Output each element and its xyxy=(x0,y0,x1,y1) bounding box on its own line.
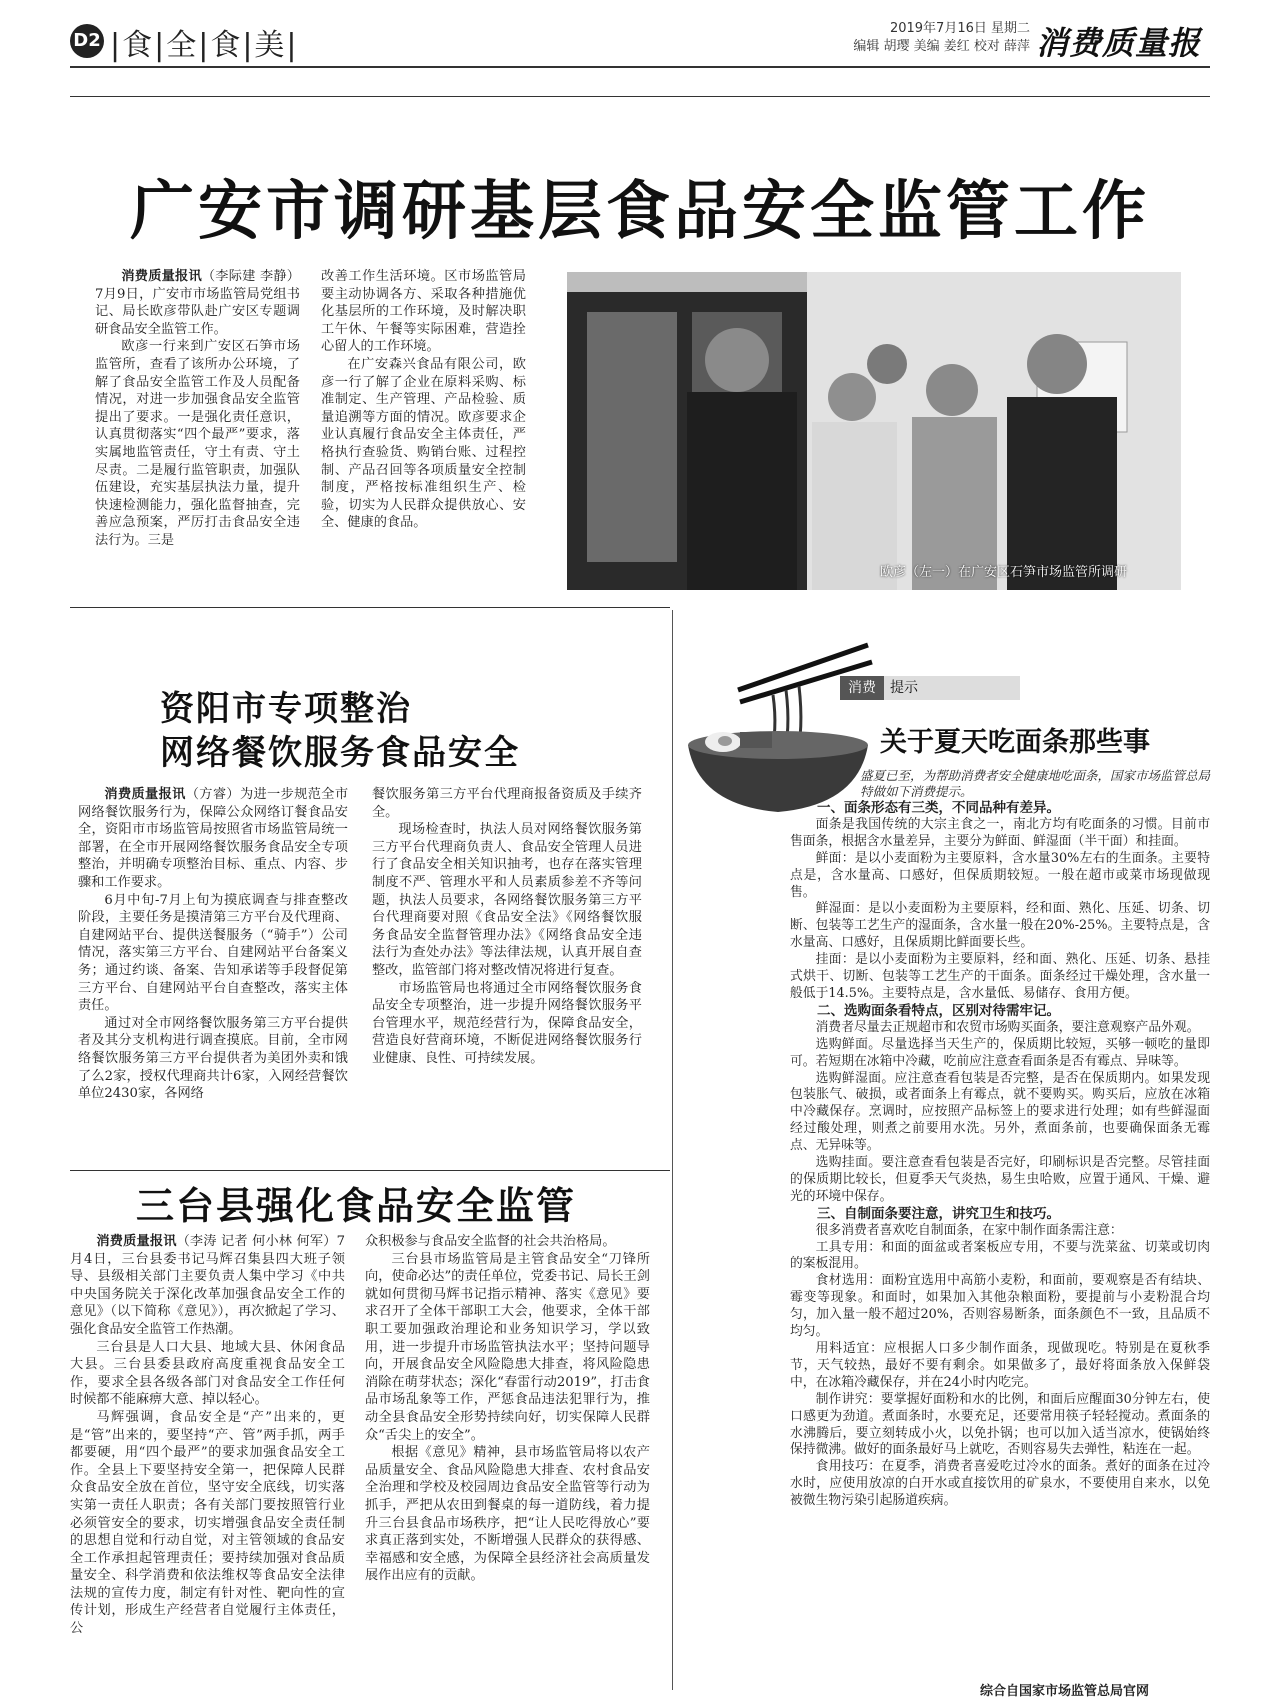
article2-byline: （方睿） xyxy=(185,787,240,802)
article2-column-2 xyxy=(372,786,642,1166)
noodle-bowl-illustration xyxy=(678,640,878,820)
article4-paragraph: 选购挂面。要注意查看包装是否完好，印刷标识是否完整。尽管挂面的保质期比较长，但夏季天气炎热，易生虫哈败，应置于通风、干燥、避光的环境中保存。 xyxy=(790,1155,1210,1204)
article4-paragraph: 用料适宜：应根据人口多少制作面条，现做现吃。特别是在夏秋季节，天气较热，最好不要有剩余。如果做多了，最好将面条放入保鲜袋中，在冰箱冷藏保存，并在24小时内吃完。 xyxy=(790,1341,1210,1390)
tip-banner-label: 消费 xyxy=(840,676,884,700)
article4-paragraph: 消费者尽量去正规超市和农贸市场购买面条，要注意观察产品外观。 xyxy=(815,1019,1200,1035)
article1-bottom-rule xyxy=(70,607,670,608)
article4-section-heading: 二、选购面条看特点，区别对待需牢记。 xyxy=(817,1002,1060,1019)
article1-byline: （李际建 李静） xyxy=(201,269,300,284)
article4-headline: 关于夏天吃面条那些事 xyxy=(880,727,1150,758)
tip-banner-sublabel: 提示 xyxy=(890,680,918,696)
article4-section-heading: 三、自制面条要注意，讲究卫生和技巧。 xyxy=(817,1205,1060,1222)
issue-date: 2019年7月16日 星期二 xyxy=(889,21,1030,36)
article2-paragraph: 为进一步规范全市网络餐饮服务行为，保障公众网络订餐食品安全，资阳市市场监管局按照省市场监管局统一部署，在全市开展网络餐饮服务食品安全专项整治，并明确专项整治目标、重点、内容、步骤和工作要求。 xyxy=(78,787,348,890)
article3-column-2 xyxy=(365,1233,650,1688)
article2-lead: 消费质量报讯 xyxy=(104,787,186,802)
article4-paragraph: 很多消费者喜欢吃自制面条，在家中制作面条需注意： xyxy=(815,1222,1123,1238)
article2-paragraph: 市场监管局也将通过全市网络餐饮服务食品安全专项整治，进一步提升网络餐饮服务平台管理水平，规范经营行为，保障食品安全，营造良好营商环境，不断促进网络餐饮服务行业健康、良性、可持续发展。 xyxy=(372,980,642,1066)
article4-paragraph: 食材选用：面粉宜选用中高筋小麦粉，和面前，要观察是否有结块、霉变等现象。和面时，如果加入其他杂粮面粉，要提前与小麦粉混合均匀，加入量一般不超过20%，否则容易断条，面条颜色不一致，且品质不均匀。 xyxy=(790,1273,1210,1340)
article4-paragraph: 选购鲜面。尽量选择当天生产的，保质期比较短，买够一顿吃的量即可。若短期在冰箱中冷藏，吃前应注意查看面条是否有霉点、异味等。 xyxy=(790,1036,1210,1069)
tip-banner xyxy=(840,676,1020,700)
article4-paragraph: 制作讲究：要掌握好面粉和水的比例，和面后应醒面30分钟左右，使口感更为劲道。煮面条时，水要充足，还要常用筷子轻轻搅动。煮面条的水沸腾后，要立刻转成小火，以免扑锅；也可以加入适当凉水，使锅始终保持微沸。做好的面条最好马上就吃，否则容易失去弹性，粘连在一起。 xyxy=(790,1391,1210,1458)
noodle-bowl-icon xyxy=(678,640,878,820)
issue-info xyxy=(850,20,1030,56)
page-number-badge: D2 xyxy=(70,24,104,58)
article3-column-1 xyxy=(70,1233,345,1688)
photo-illustration xyxy=(567,272,1181,590)
article3-lead: 消费质量报讯 xyxy=(96,1234,177,1249)
article3-paragraph: 根据《意见》精神，县市场监管局将以农产品质量安全、食品风险隐患大排查、农村食品安全治理和学校及校园周边食品安全监管等行动为抓手，严把从农田到餐桌的每一道防线，着力提升三台县食品市场秩序，把“让人民吃得放心”要求真正落到实处，不断增强人民群众的获得感、幸福感和安全感，为保障全县经济社会高质量发展作出应有的贡献。 xyxy=(365,1445,650,1584)
article3-paragraph: 众积极参与食品安全监督的社会共治格局。 xyxy=(365,1234,616,1249)
header-rule xyxy=(70,66,1210,68)
article1-headline: 广安市调研基层食品安全监管工作 xyxy=(130,175,1150,249)
column-divider xyxy=(672,610,673,1690)
editor-credits: 编辑 胡璎 美编 姜红 校对 薛萍 xyxy=(853,39,1030,54)
article2-headline-line2: 网络餐饮服务食品安全 xyxy=(160,733,520,773)
article3-paragraph: 7月4日，三台县委书记马辉召集县四大班子领导、县级相关部门主要负责人集中学习《中共中央国务院关于深化改革加强食品安全工作的意见》（以下简称《意见》），再次掀起了学习、强化食品安全监管工作热潮。 xyxy=(70,1234,345,1337)
article2-paragraph: 6月中旬-7月上旬为摸底调查与排查整改阶段，主要任务是摸清第三方平台及代理商、自建网站平台、提供送餐服务（“骑手”）公司情况，落实第三方平台、自建网站平台备案义务；通过约谈、备案、告知承诺等手段督促第三方平台、自建网站平台自查整改，落实主体责任。 xyxy=(78,892,348,1014)
article3-byline: （李涛 记者 何小林 何军） xyxy=(176,1234,337,1249)
article1-lead: 消费质量报讯 xyxy=(121,269,202,284)
article3-paragraph: 三台县市场监管局是主管食品安全“刀锋所向，使命必达”的责任单位，党委书记、局长王剑就如何贯彻马辉书记指示精神、落实《意见》要求召开了全体干部职工大会，他要求，全体干部职工要加强政治理论和业务知识学习，学以致用，进一步提升市场监管执法水平；坚持问题导向，开展食品安全风险隐患大排查，将风险隐患消除在萌芽状态；深化“春雷行动2019”，打击食品市场乱象等工作，严惩食品违法犯罪行为，推动全县食品安全形势持续向好，切实保障人民群众“舌尖上的安全”。 xyxy=(365,1251,650,1443)
article3-headline: 三台县强化食品安全监管 xyxy=(136,1184,577,1228)
photo-caption: 欧彦（左一）在广安区石笋市场监管所调研 xyxy=(880,565,1128,580)
article1-paragraph: 在广安森兴食品有限公司，欧彦一行了解了企业在原料采购、标准制定、生产管理、产品检验、质量追溯等方面的情况。欧彦要求企业认真履行食品安全主体责任，严格执行查验货、购销台账、过程控制、产品召回等各项质量安全控制制度，严格按标准组织生产、检验，切实为人民群众提供放心、安全、健康的食品。 xyxy=(321,356,526,531)
article2-column-1 xyxy=(78,786,348,1166)
article4-paragraph: 选购鲜湿面。应注意查看包装是否完整，是否在保质期内。如果发现包装胀气、破损，或者面条上有霉点，就不要购买。购买后，应放在冰箱中冷藏保存。烹调时，应按照产品标签上的要求进行处理；如有些鲜湿面经过酸处理，则煮之前要用水洗。另外，煮面条前，也要确保面条无霉点、无异味等。 xyxy=(790,1070,1210,1154)
article2-paragraph: 现场检查时，执法人员对网络餐饮服务第三方平台代理商负责人、食品安全管理人员进行了食品安全相关知识抽考，也存在落实管理制度不严、管理水平和人员素质参差不齐等问题，执法人员要求，各网络餐饮服务第三方平台代理商要对照《食品安全法》《网络餐饮服务食品安全监督管理办法》《网络食品安全违法行为查处办法》等法律法规，认真开展自查整改，监管部门将对整改情况将进行复查。 xyxy=(372,822,642,978)
article4-paragraph: 鲜面：是以小麦面粉为主要原料，含水量30%左右的生面条。主要特点是，含水量高、口感好，但保质期较短。一般在超市或菜市场现做现售。 xyxy=(790,850,1210,900)
article1-paragraph: 欧彦一行来到广安区石笋市场监管所，查看了该所办公环境，了解了食品安全监管工作及人员配备情况，对进一步加强食品安全监管提出了要求。一是强化责任意识，认真贯彻落实“四个最严”要求，落实属地监管责任，守土有责、守土尽责。二是履行监管职责，加强队伍建设，充实基层执法力量，提升快速检测能力，强化监督抽查，完善应急预案，严厉打击食品安全违法行为。三是 xyxy=(95,339,300,548)
article4-paragraph: 面条是我国传统的大宗主食之一，南北方均有吃面条的习惯。目前市售面条，根据含水量差异，主要分为鲜面、鲜湿面（半干面）和挂面。 xyxy=(790,816,1210,849)
article4-paragraph: 鲜湿面：是以小麦面粉为主要原料，经和面、熟化、压延、切条、切断、包装等工艺生产的湿面条，含水量一般在20%-25%。主要特点是，含水量高、口感好，且保质期比鲜面要长些。 xyxy=(790,901,1210,951)
article4-intro: 盛夏已至，为帮助消费者安全健康地吃面条，国家市场监管总局特做如下消费提示。 xyxy=(860,768,1211,800)
article3-paragraph: 马辉强调，食品安全是“产”出来的，更是“管”出来的，要坚持“产、管”两手抓，两手都要硬，用“四个最严”的要求加强食品安全工作。全县上下要坚持安全第一，把保障人民群众食品安全放在首位，坚守安全底线，切实落实第一责任人职责；各有关部门要按照管行业必须管安全的要求，切实增强食品安全责任制的思想自觉和行动自觉，对主管领域的食品安全工作承担起管理责任；要持续加强对食品质量安全、科学消费和依法维权等食品安全法律法规的宣传力度，制定有针对性、靶向性的宣传计划，形成生产经营者自觉履行主体责任，公 xyxy=(70,1409,345,1637)
section-title: |食|全|食|美| xyxy=(110,28,299,63)
article1-photo xyxy=(567,272,1181,590)
article4-section-heading: 一、面条形态有三类，不同品种有差异。 xyxy=(817,800,1060,816)
article1-paragraph: 改善工作生活环境。区市场监管局要主动协调各方、采取各种措施优化基层所的工作环境，及时解决职工午休、午餐等实际困难，营造拴心留人的工作环境。 xyxy=(321,269,526,355)
article1-column-2 xyxy=(321,268,526,593)
header-rule-thin xyxy=(70,96,1210,97)
article2-headline xyxy=(160,687,520,775)
article4-paragraph: 挂面：是以小麦面粉为主要原料，经和面、熟化、压延、切条、悬挂式烘干、切断、包装等工艺生产的干面条。面条经过干燥处理，含水量一般低于14.5%。主要特点是，含水量低、易储存、食用方便。 xyxy=(790,952,1210,1001)
article4-paragraph: 工具专用：和面的面盆或者案板应专用，不要与洗菜盆、切菜或切肉的案板混用。 xyxy=(790,1239,1210,1272)
article1-column-1 xyxy=(95,268,300,593)
article4-body xyxy=(790,800,1210,1680)
newspaper-masthead: 消费质量报 xyxy=(1036,24,1202,62)
article2-bottom-rule xyxy=(70,1170,670,1171)
article2-paragraph: 通过对全市网络餐饮服务第三方平台提供者及其分支机构进行调查摸底。目前，全市网络餐饮服务第三方平台提供者为美团外卖和饿了么2家，授权代理商共计6家，入网经营餐饮单位2430家，各网络 xyxy=(78,1015,348,1102)
article4-source: 综合自国家市场监管总局官网 xyxy=(980,1684,1150,1699)
article3-paragraph: 三台县是人口大县、地域大县、休闲食品大县。三台县委县政府高度重视食品安全工作，要求全县各级各部门对食品安全工作任何时候都不能麻痹大意、掉以轻心。 xyxy=(70,1339,345,1408)
article2-paragraph: 餐饮服务第三方平台代理商报备资质及手续齐全。 xyxy=(372,787,642,820)
article2-headline-line1: 资阳市专项整治 xyxy=(160,689,412,729)
article4-paragraph: 食用技巧：在夏季，消费者喜爱吃过冷水的面条。煮好的面条在过冷水时，应使用放凉的白开水或直接饮用的矿泉水，不要使用自来水，以免被微生物污染引起肠道疾病。 xyxy=(790,1459,1210,1509)
article1-paragraph: 7月9日，广安市市场监管局党组书记、局长欧彦带队赴广安区专题调研食品安全监管工作。 xyxy=(95,286,300,337)
